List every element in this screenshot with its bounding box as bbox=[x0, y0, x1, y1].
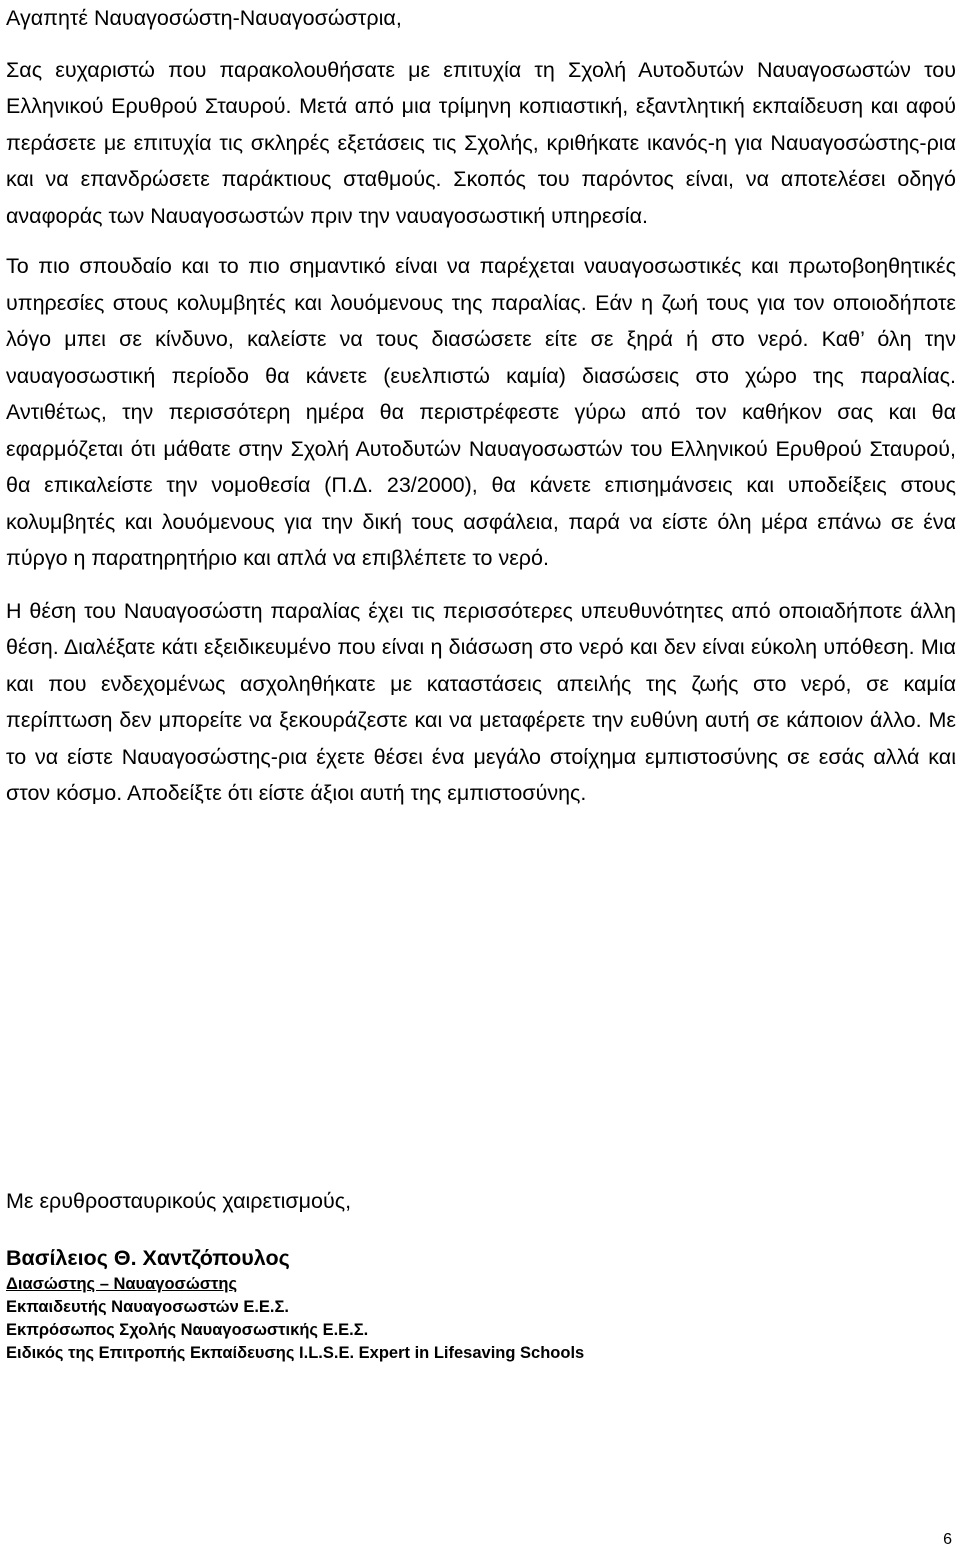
signature-title-2: Εκπρόσωπος Σχολής Ναυαγοσωστικής Ε.Ε.Σ. bbox=[6, 1321, 369, 1339]
signature-title-3: Ειδικός της Επιτροπής Εκπαίδευσης I.L.S.E. Expert in Lifesaving Schools bbox=[6, 1344, 585, 1362]
letter-paragraph-2: Το πιο σπουδαίο και το πιο σημαντικό είναι να παρέχεται ναυαγοσωστικές και πρωτοβοηθητικές υπηρεσίες στους κολυμβητές και λουόμενους της παραλίας. Εάν η ζωή τους για τον οποιοδήποτε λόγο μπει σε κίνδυνο, καλείστε να τους διασώσετε είτε σε ξηρά ή στο νερό. Καθ’ όλη την ναυαγοσωστική περίοδο θα κάνετε (ευελπιστώ καμία) διασώσεις στο χώρο της παραλίας. Αντιθέτως, την περισσότερη ημέρα θα περιστρέφεστε γύρω από τον καθήκον σας και θα εφαρμόζεται ότι μάθατε στην Σχολή Αυτοδυτών Ναυαγοσωστών του Ελληνικού Ερυθρού Σταυρού, θα επικαλείστε την νομοθεσία (Π.Δ. 23/2000), θα κάνετε επισημάνσεις και υποδείξεις στους κολυμβητές και λουόμενους για την δική τους ασφάλεια, παρά να είστε όλη μέρα επάνω σε ένα πύργο η παρατηρητήριο και απλά να επιβλέπετε το νερό. bbox=[6, 254, 956, 570]
signature-block bbox=[6, 1243, 584, 1365]
letter-page bbox=[6, 0, 956, 1362]
page-number: 6 bbox=[943, 1531, 952, 1548]
letter-closing: Με ερυθροσταυρικούς χαιρετισμούς, bbox=[6, 1189, 352, 1213]
signature-title-1: Εκπαιδευτής Ναυαγοσωστών Ε.Ε.Σ. bbox=[6, 1298, 289, 1316]
letter-salutation: Αγαπητέ Ναυαγοσώστη-Ναυαγοσώστρια, bbox=[6, 6, 402, 30]
signature-role: Διασώστης – Ναυαγοσώστης bbox=[6, 1275, 238, 1293]
letter-paragraph-1: Σας ευχαριστώ που παρακολουθήσατε με επιτυχία τη Σχολή Αυτοδυτών Ναυαγοσωστών του Ελληνικού Ερυθρού Σταυρού. Μετά από μια τρίμηνη κοπιαστική, εξαντλητική εκπαίδευση και αφού περάσετε με επιτυχία τις σκληρές εξετάσεις τις Σχολής, κριθήκατε ικανός-η για Ναυαγοσώστης-ρια και να επανδρώσετε παράκτιους σταθμούς. Σκοπός του παρόντος είναι, να αποτελέσει οδηγό αναφοράς των Ναυαγοσωστών πριν την ναυαγοσωστική υπηρεσία. bbox=[6, 57, 956, 228]
signature-name: Βασίλειος Θ. Χαντζόπουλος bbox=[6, 1246, 290, 1270]
letter-paragraph-3: Η θέση του Ναυαγοσώστη παραλίας έχει τις περισσότερες υπευθυνότητες από οποιαδήποτε άλλη θέση. Διαλέξατε κάτι εξειδικευμένο που είναι η διάσωση στο νερό και δεν είναι εύκολη υπόθεση. Μια και που ενδεχομένως ασχοληθήκατε με καταστάσεις απειλής της ζωής στο νερό, σε καμία περίπτωση δεν μπορείτε να ξεκουράζεστε και να μεταφέρετε την ευθύνη αυτή σε κάποιον άλλο. Με το να είστε Ναυαγοσώστης-ρια έχετε θέσει ένα μεγάλο στοίχημα εμπιστοσύνης σε εσάς αλλά και στον κόσμο. Αποδείξτε ότι είστε άξιοι αυτή της εμπιστοσύνης. bbox=[6, 598, 956, 805]
